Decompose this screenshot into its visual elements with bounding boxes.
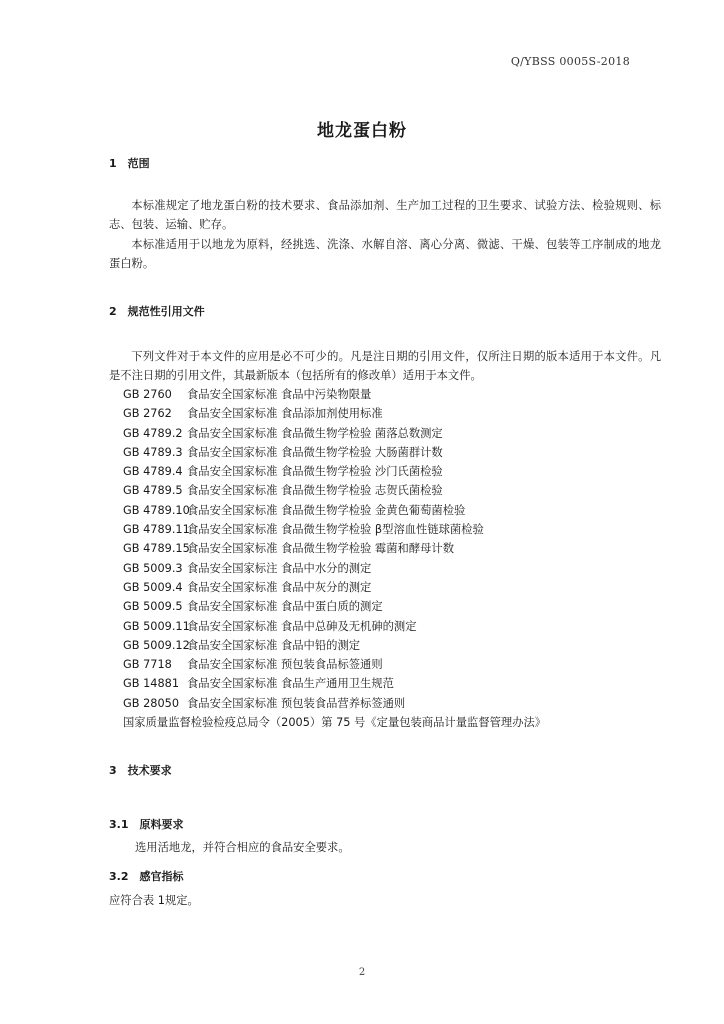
reference-code: GB 4789.11 bbox=[123, 523, 190, 537]
reference-code: GB 5009.4 bbox=[123, 580, 183, 594]
reference-item bbox=[123, 674, 546, 693]
reference-item bbox=[123, 694, 546, 713]
reference-title: 食品安全国家标准 食品添加剂使用标准 bbox=[187, 407, 383, 421]
reference-item bbox=[123, 404, 546, 423]
scope-paragraph-2-text: 本标准适用于以地龙为原料，经挑选、洗涤、水解自溶、离心分离、微滤、干燥、包装等工序制成的地龙蛋白粉。 bbox=[109, 238, 661, 270]
section-heading-scope: 1 范围 bbox=[109, 157, 150, 170]
reference-code: GB 2762 bbox=[123, 407, 172, 421]
reference-title: 食品安全国家标准 食品中灰分的测定 bbox=[187, 580, 372, 594]
reference-title: 食品安全国家标注 食品中水分的测定 bbox=[187, 561, 372, 575]
scope-paragraph-1-text: 本标准规定了地龙蛋白粉的技术要求、食品添加剂、生产加工过程的卫生要求、试验方法、检验规则、标志、包装、运输、贮存。 bbox=[109, 199, 661, 231]
section-heading-raw: 3.1 原料要求 bbox=[109, 818, 184, 831]
normative-intro-text: 下列文件对于本文件的应用是必不可少的。凡是注日期的引用文件，仅所注日期的版本适用于本文件。凡是不注日期的引用文件，其最新版本（包括所有的修改单）适用于本文件。 bbox=[109, 350, 661, 382]
reference-item bbox=[123, 462, 546, 481]
reference-code: GB 4789.4 bbox=[123, 465, 183, 479]
reference-title: 食品安全国家标准 食品微生物学检验 霉菌和酵母计数 bbox=[187, 542, 455, 556]
reference-item bbox=[123, 385, 546, 404]
reference-item bbox=[123, 636, 546, 655]
reference-code: GB 5009.12 bbox=[123, 638, 190, 652]
reference-title: 食品安全国家标准 食品微生物学检验 大肠菌群计数 bbox=[187, 445, 443, 459]
page-number: 2 bbox=[358, 967, 366, 978]
document-title: 地龙蛋白粉 bbox=[317, 121, 407, 141]
reference-code: GB 14881 bbox=[123, 677, 180, 691]
reference-code: GB 4789.3 bbox=[123, 445, 183, 459]
reference-code: GB 4789.10 bbox=[123, 503, 190, 517]
standard-code: Q/YBSS 0005S-2018 bbox=[510, 55, 630, 68]
reference-title: 食品安全国家标准 食品中污染物限量 bbox=[187, 388, 372, 401]
section-heading-tech: 3 技术要求 bbox=[109, 764, 172, 777]
reference-code: GB 5009.3 bbox=[123, 561, 183, 575]
scope-paragraph-1 bbox=[109, 196, 661, 234]
reference-title: 食品安全国家标准 食品微生物学检验 菌落总数测定 bbox=[187, 426, 443, 440]
reference-code: GB 5009.5 bbox=[123, 600, 183, 614]
reference-item bbox=[123, 578, 546, 597]
reference-title: 食品安全国家标准 食品生产通用卫生规范 bbox=[187, 677, 394, 691]
reference-title: 食品安全国家标准 预包装食品标签通则 bbox=[187, 658, 383, 672]
reference-decree: 国家质量监督检验检疫总局令（2005）第 75 号《定量包装商品计量监督管理办法》 bbox=[123, 716, 547, 730]
reference-list bbox=[123, 385, 546, 732]
reference-code: GB 4789.2 bbox=[123, 426, 183, 440]
section-heading-sensory: 3.2 感官指标 bbox=[109, 870, 184, 883]
sensory-paragraph: 应符合表 1规定。 bbox=[109, 894, 199, 907]
reference-item bbox=[123, 559, 546, 578]
reference-code: GB 2760 bbox=[123, 388, 172, 401]
reference-item bbox=[123, 597, 546, 616]
reference-item bbox=[123, 443, 546, 462]
reference-item bbox=[123, 424, 546, 443]
section-heading-normative: 2 规范性引用文件 bbox=[109, 305, 205, 318]
reference-title: 食品安全国家标准 食品微生物学检验 沙门氏菌检验 bbox=[187, 465, 443, 479]
reference-item bbox=[123, 539, 546, 558]
reference-title: 食品安全国家标准 食品微生物学检验 志贺氏菌检验 bbox=[187, 484, 443, 498]
reference-title: 食品安全国家标准 食品中铅的测定 bbox=[187, 638, 361, 652]
reference-code: GB 7718 bbox=[123, 658, 172, 672]
scope-paragraph-2 bbox=[109, 235, 661, 273]
reference-code: GB 5009.11 bbox=[123, 619, 190, 633]
reference-title: 食品安全国家标准 食品微生物学检验 金黄色葡萄菌检验 bbox=[187, 503, 466, 517]
reference-item bbox=[123, 617, 546, 636]
reference-item bbox=[123, 501, 546, 520]
normative-intro bbox=[109, 347, 661, 385]
reference-title: 食品安全国家标准 食品中总砷及无机砷的测定 bbox=[187, 619, 417, 633]
reference-item bbox=[123, 655, 546, 674]
raw-paragraph bbox=[109, 838, 661, 857]
reference-code: GB 4789.5 bbox=[123, 484, 183, 498]
reference-item bbox=[123, 481, 546, 500]
raw-paragraph-text: 选用活地龙，并符合相应的食品安全要求。 bbox=[135, 841, 350, 854]
reference-code: GB 28050 bbox=[123, 696, 180, 710]
reference-title: 食品安全国家标准 食品中蛋白质的测定 bbox=[187, 600, 383, 614]
reference-code: GB 4789.15 bbox=[123, 542, 190, 556]
reference-title: 食品安全国家标准 食品微生物学检验 β型溶血性链球菌检验 bbox=[187, 523, 484, 537]
reference-item bbox=[123, 520, 546, 539]
reference-title: 食品安全国家标准 预包装食品营养标签通则 bbox=[187, 696, 406, 710]
